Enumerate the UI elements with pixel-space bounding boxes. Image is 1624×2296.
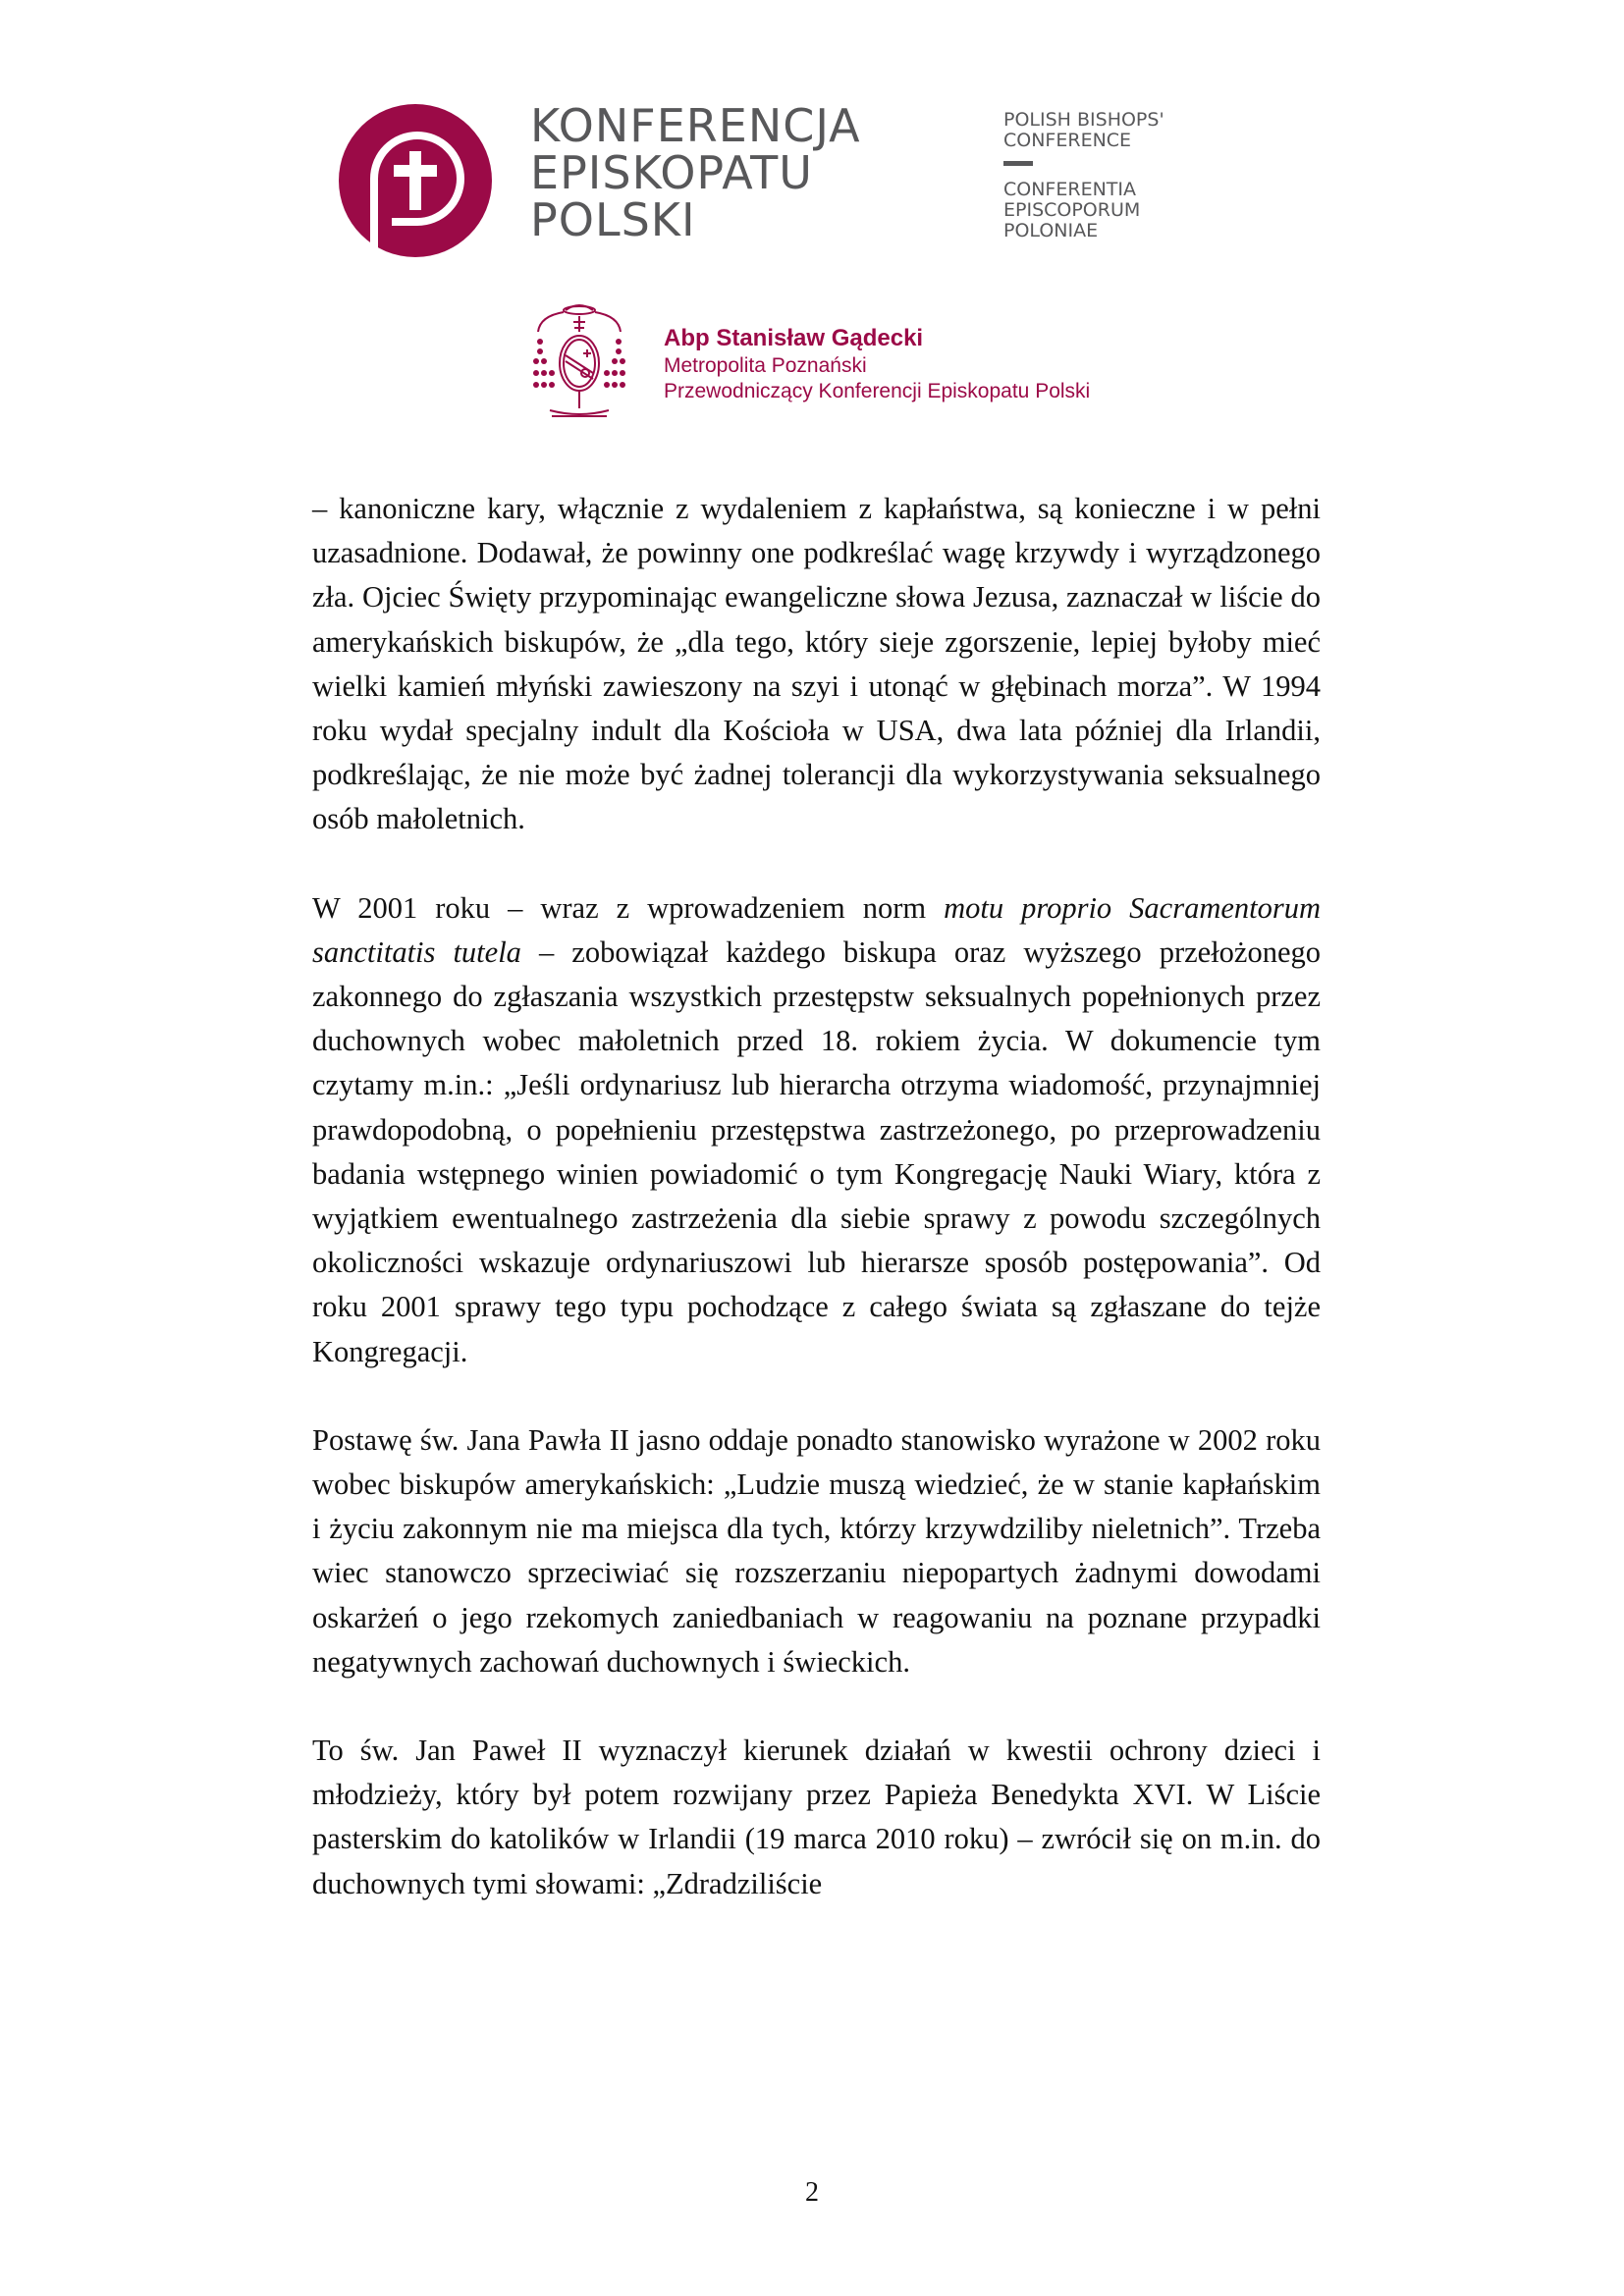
org-alt-en-1: POLISH BISHOPS' bbox=[1003, 109, 1164, 131]
paragraph-3: Postawę św. Jana Pawła II jasno oddaje ponadto stanowisko wyrażone w 2002 roku wobec biskupów amerykańskich: „Ludzie muszą wiedzieć, że w stanie kapłańskim i życiu zakonnym nie ma miejsca dla tych, którzy krzywdziliby nieletnich”. Trzeba wiec stanowczo sprzeciwiać się rozszerzaniu niepopartych żadnymi dowodami oskarżeń o jego rzekomych zaniedbaniach w reagowaniu na poznane przypadki negatywnych zachowań duchownych i świeckich. bbox=[312, 1422, 1321, 1679]
bishop-signature-block bbox=[664, 324, 1090, 404]
paragraph-2-before: W 2001 roku – wraz z wprowadzeniem norm bbox=[312, 890, 945, 925]
organization-name bbox=[530, 99, 861, 246]
bishop-title-2: Przewodniczący Konferencji Episkopatu Polski bbox=[664, 380, 1091, 402]
org-alt-la-3: POLONIAE bbox=[1003, 220, 1099, 241]
org-alt-la-1: CONFERENTIA bbox=[1003, 179, 1136, 200]
page-number: 2 bbox=[805, 2177, 819, 2208]
organization-alt-names bbox=[1003, 110, 1164, 241]
p-cross-logo-icon bbox=[337, 102, 494, 259]
org-alt-en-2: CONFERENCE bbox=[1003, 130, 1132, 151]
bishop-name: Abp Stanisław Gądecki bbox=[664, 325, 924, 351]
org-alt-la-2: EPISCOPORUM bbox=[1003, 199, 1141, 221]
org-name-line-1: KONFERENCJA bbox=[530, 99, 861, 152]
document-title-italic: motu proprio Sacramentorum sanctitatis tutela bbox=[312, 890, 1322, 969]
paragraph-1: – kanoniczne kary, włącznie z wydaleniem z kapłaństwa, są konieczne i w pełni uzasadnione. Dodawał, że powinny one podkreślać wagę krzywdy i wyrządzonego zła. Ojciec Święty przypominając ewangeliczne słowa Jezusa, zaznaczał w liście do amerykańskich biskupów, że „dla tego, który sieje zgorszenie, lepiej byłoby mieć wielki kamień młyński zawieszony na szyi i utonąć w głębinach morza”. W 1994 roku wydał specjalny indult dla Kościoła w USA, dwa lata później dla Irlandii, podkreślając, że nie może być żadnej tolerancji dla wykorzystywania seksualnego osób małoletnich. bbox=[312, 492, 1321, 836]
org-name-line-3: POLSKI bbox=[530, 193, 696, 246]
paragraph-2-after: – zobowiązał każdego biskupa oraz wyższego przełożonego zakonnego do zgłaszania wszystkich przestępstw seksualnych popełnionych przez duchownych wobec małoletnich przed 18. rokiem życia. W dokumencie tym czytamy m.in.: „Jeśli ordynariusz lub hierarcha otrzyma wiadomość, przynajmniej prawdopodobną, o popełnieniu przestępstwa zastrzeżonego, po przeprowadzeniu badania wstępnego winien powiadomić o tym Kongregację Nauki Wiary, która z wyjątkiem ewentualnego zastrzeżenia dla siebie sprawy z powodu szczególnych okoliczności wskazuje ordynariuszowi lub hierarsze sposób postępowania”. Od roku 2001 sprawy tego typu pochodzące z całego świata są zgłaszane do tejże Kongregacji. bbox=[312, 934, 1321, 1368]
divider bbox=[1003, 161, 1033, 166]
paragraph-4: To św. Jan Paweł II wyznaczył kierunek działań w kwestii ochrony dzieci i młodzieży, który był potem rozwijany przez Papieża Benedykta XVI. W Liście pasterskim do katolików w Irlandii (19 marca 2010 roku) – zwrócił się on m.in. do duchownych tymi słowami: „Zdradziliście bbox=[312, 1734, 1321, 1900]
coat-of-arms-icon bbox=[530, 302, 628, 425]
document-body bbox=[312, 487, 1321, 1950]
org-name-line-2: EPISKOPATU bbox=[530, 146, 813, 199]
bishop-title-1: Metropolita Poznański bbox=[664, 354, 867, 377]
paragraph-2 bbox=[312, 886, 1321, 1374]
